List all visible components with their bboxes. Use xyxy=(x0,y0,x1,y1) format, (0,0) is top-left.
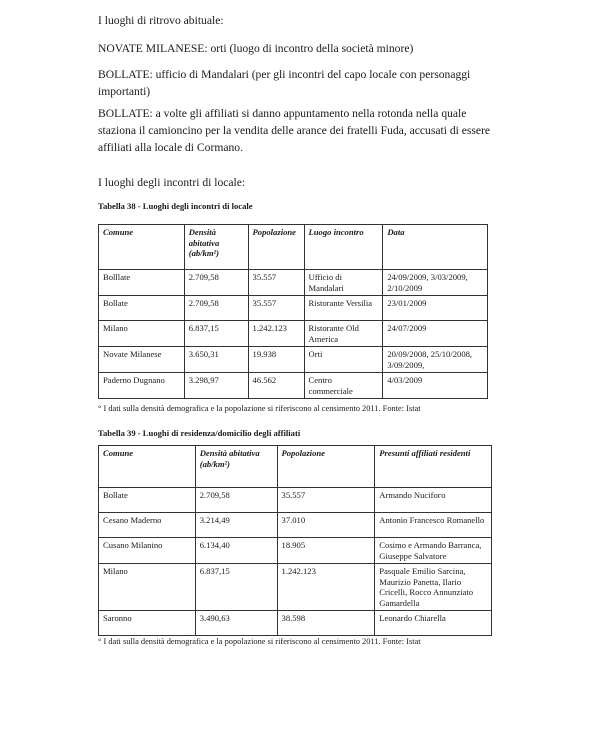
cell-comune: Paderno Dugnano xyxy=(99,373,185,399)
table-row xyxy=(99,513,492,538)
table-38-source-note: ° I dati sulla densità demografica e la popolazione si riferiscono al censimento 2011. Fonte: Istat xyxy=(98,404,421,413)
cell-comune: Milano xyxy=(99,564,196,611)
cell-affiliati: Pasquale Emilio Sarcina, Maurizio Panetta, Ilario Cricelli, Rocco Annunziato Gamardella xyxy=(375,564,492,611)
cell-comune: Cesano Maderno xyxy=(99,513,196,538)
cell-data: 24/09/2009, 3/03/2009, 2/10/2009 xyxy=(383,270,488,296)
cell-popolazione: 35.557 xyxy=(248,296,304,321)
cell-luogo: Ufficio di Mandalari xyxy=(304,270,383,296)
table-row xyxy=(99,488,492,513)
column-header-comune: Comune xyxy=(99,225,185,270)
column-header-data: Data xyxy=(383,225,488,270)
cell-popolazione: 1.242.123 xyxy=(277,564,375,611)
cell-densita: 3.298,97 xyxy=(184,373,248,399)
cell-popolazione: 46.562 xyxy=(248,373,304,399)
cell-densita: 2.709,58 xyxy=(195,488,277,513)
cell-luogo: Ristorante Versilia xyxy=(304,296,383,321)
heading-local-meetings: I luoghi degli incontri di locale: xyxy=(98,176,246,189)
cell-popolazione: 19.938 xyxy=(248,347,304,373)
table-row xyxy=(99,321,488,347)
cell-comune: Bolllate xyxy=(99,270,185,296)
cell-luogo: Ristorante Old America xyxy=(304,321,383,347)
column-header-luogo: Luogo incontro xyxy=(304,225,383,270)
cell-popolazione: 35.557 xyxy=(277,488,375,513)
table-row xyxy=(99,347,488,373)
column-header-comune: Comune xyxy=(99,446,196,488)
cell-data: 24/07/2009 xyxy=(383,321,488,347)
table-row xyxy=(99,270,488,296)
cell-popolazione: 38.598 xyxy=(277,611,375,636)
table-header-row xyxy=(99,225,488,270)
cell-comune: Bollate xyxy=(99,296,185,321)
cell-densita: 6.134,40 xyxy=(195,538,277,564)
cell-densita: 6.837,15 xyxy=(184,321,248,347)
table-row xyxy=(99,373,488,399)
cell-densita: 3.490,63 xyxy=(195,611,277,636)
cell-densita: 6.837,15 xyxy=(195,564,277,611)
cell-comune: Cusano Milanino xyxy=(99,538,196,564)
table-header-row xyxy=(99,446,492,488)
heading-meeting-places: I luoghi di ritrovo abituale: xyxy=(98,14,224,27)
cell-densita: 3.650,31 xyxy=(184,347,248,373)
cell-luogo: Centro commerciale xyxy=(304,373,383,399)
table-39 xyxy=(98,445,492,636)
column-header-popolazione: Popolazione xyxy=(277,446,375,488)
cell-data: 20/09/2008, 25/10/2008, 3/09/2009, xyxy=(383,347,488,373)
cell-popolazione: 18.905 xyxy=(277,538,375,564)
paragraph-bollate-roundabout: BOLLATE: a volte gli affiliati si danno appuntamento nella rotonda nella quale staziona il camioncino per la vendita delle arance dei fratelli Fuda, accusati di essere affiliati alla locale di Cormano. xyxy=(98,107,491,154)
cell-comune: Bollate xyxy=(99,488,196,513)
table-38-caption: Tabella 38 - Luoghi degli incontri di locale xyxy=(98,201,253,211)
cell-popolazione: 37.010 xyxy=(277,513,375,538)
table-row xyxy=(99,611,492,636)
cell-data: 23/01/2009 xyxy=(383,296,488,321)
cell-comune: Milano xyxy=(99,321,185,347)
table-row xyxy=(99,296,488,321)
table-39-caption: Tabella 39 - Luoghi di residenza/domicilio degli affiliati xyxy=(98,428,301,438)
cell-popolazione: 1.242.123 xyxy=(248,321,304,347)
cell-densita: 2.709,58 xyxy=(184,270,248,296)
cell-affiliati: Cosimo e Armando Barranca, Giuseppe Salvatore xyxy=(375,538,492,564)
cell-popolazione: 35.557 xyxy=(248,270,304,296)
cell-affiliati: Antonio Francesco Romanello xyxy=(375,513,492,538)
column-header-popolazione: Popolazione xyxy=(248,225,304,270)
cell-densita: 3.214,49 xyxy=(195,513,277,538)
cell-comune: Novate Milanese xyxy=(99,347,185,373)
cell-affiliati: Leonardo Chiarella xyxy=(375,611,492,636)
cell-affiliati: Armando Nucifoгo xyxy=(375,488,492,513)
column-header-densita: Densità abitativa (ab/km²) xyxy=(195,446,277,488)
table-row xyxy=(99,538,492,564)
column-header-densita: Densità abitativa (ab/km²) xyxy=(184,225,248,270)
cell-luogo: Orti xyxy=(304,347,383,373)
cell-densita: 2.709,58 xyxy=(184,296,248,321)
table-row xyxy=(99,564,492,611)
table-38 xyxy=(98,224,488,399)
cell-data: 4/03/2009 xyxy=(383,373,488,399)
paragraph-bollate-office: BOLLATE: ufficio di Mandalari (per gli incontri del capo locale con personaggi importanti) xyxy=(98,68,471,98)
column-header-affiliati: Presunti affiliati residenti xyxy=(375,446,492,488)
table-39-source-note: ° I dati sulla densità demografica e la popolazione si riferiscono al censimento 2011. Fonte: Istat xyxy=(98,637,421,646)
cell-comune: Saronno xyxy=(99,611,196,636)
paragraph-novate: NOVATE MILANESE: orti (luogo di incontro della società minore) xyxy=(98,42,414,55)
